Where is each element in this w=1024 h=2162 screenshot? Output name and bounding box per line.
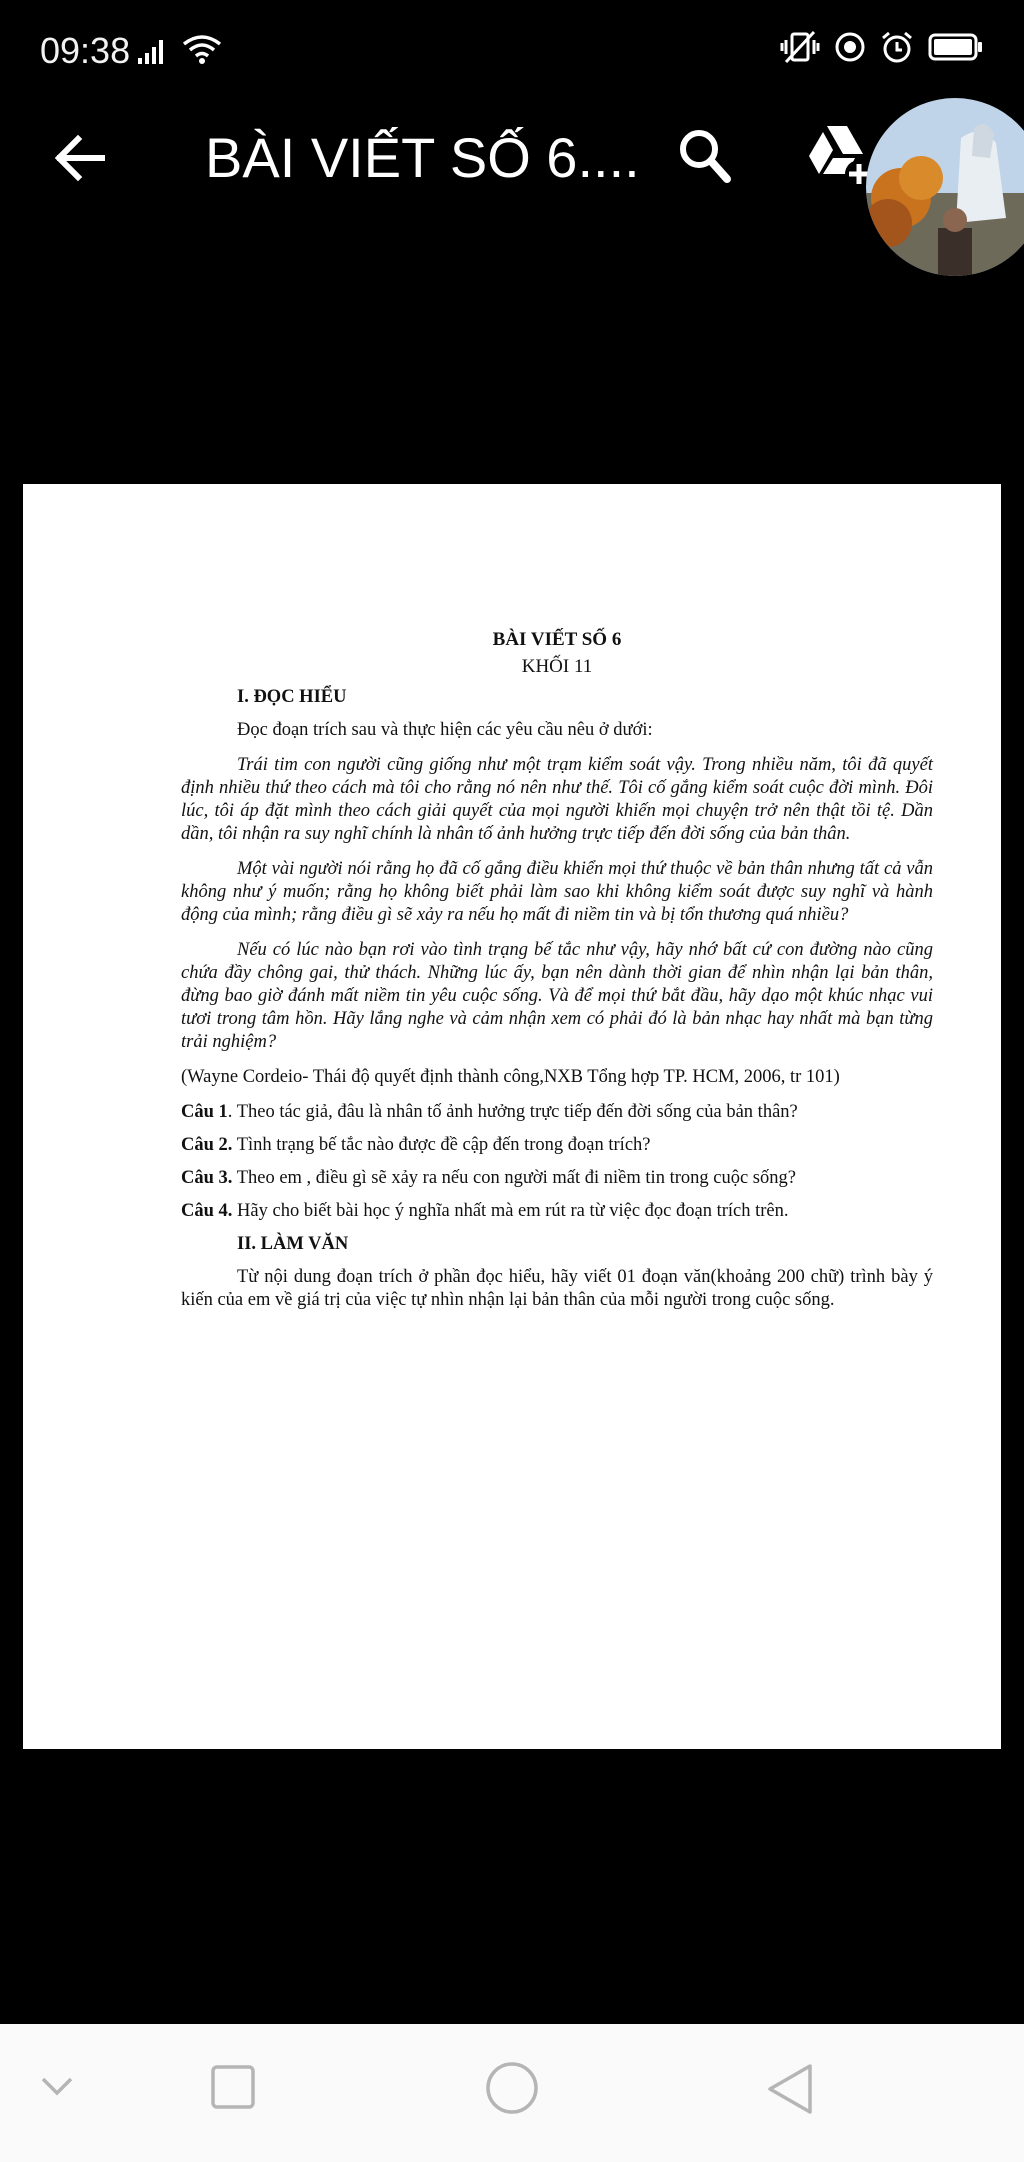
doc-paragraph: Trái tim con người cũng giống như một trạm kiểm soát vậy. Trong nhiều năm, tôi đã quyết định nhiều thứ theo cách mà tôi cho rằng nó nên như thế. Tôi cố gắng kiểm soát cuộc đời mình. Đôi lúc, tôi áp đặt mình theo cách giải quyết của mọi người khiến mọi chuyện trở nên thật tồi tệ. Dần dần, tôi nhận ra suy nghĩ chính là nhân tố ảnh hưởng trực tiếp đến đời sống của bản thân.	[181, 755, 933, 844]
back-button[interactable]	[50, 130, 110, 190]
question-text: . Theo tác giả, đâu là nhân tố ảnh hưởng trực tiếp đến đời sống của bản thân?	[227, 1102, 798, 1122]
doc-intro: Đọc đoạn trích sau và thực hiện các yêu cầu nêu ở dưới:	[237, 720, 653, 740]
document-page[interactable]	[23, 484, 1001, 1749]
search-button[interactable]	[675, 125, 735, 195]
question-label: Câu 2.	[181, 1135, 233, 1155]
doc-paragraph: Nếu có lúc nào bạn rơi vào tình trạng bế tắc như vậy, hãy nhớ bất cứ con đường nào cũng chứa đầy chông gai, thử thách. Những lúc ấy, bạn nên dành thời gian để nhìn nhận lại bản thân, đừng bao giờ đánh mất niềm tin yêu cuộc sống. Và để mọi thứ bắt đầu, hãy dạo một khúc nhạc vui tươi trong tâm hồn. Hãy lắng nghe và cảm nhận xem có phải đó là bản nhạc hay nhất mà bạn từng trải nghiệm?	[181, 940, 933, 1052]
add-to-drive-button[interactable]	[805, 120, 875, 190]
doc-question	[181, 1101, 933, 1124]
question-label: Câu 1	[181, 1102, 228, 1122]
signal-icon	[138, 38, 170, 69]
doc-source: (Wayne Cordeio- Thái độ quyết định thành công,NXB Tổng hợp TP. HCM, 2006, tr 101)	[181, 1067, 840, 1087]
doc-task: Từ nội dung đoạn trích ở phần đọc hiểu, hãy viết 01 đoạn văn(khoảng 200 chữ) trình bày ý kiến của em về giá trị của việc tự nhìn nhận lại bản thân của mỗi người trong cuộc sống.	[181, 1267, 933, 1310]
home-circle-icon[interactable]	[484, 2060, 540, 2121]
question-label: Câu 3.	[181, 1168, 233, 1188]
doc-paragraph: Một vài người nói rằng họ đã cố gắng điều khiển mọi thứ thuộc về bản thân nhưng tất cả vẫn không như ý muốn; rằng họ không biết phải làm sao khi không kiểm soát được suy nghĩ và hành động của mình; rằng điều gì sẽ xảy ra nếu họ mất đi niềm tin và bị tổn thương quá nhiều?	[181, 859, 933, 925]
alarm-icon	[880, 30, 914, 69]
question-label: Câu 4.	[181, 1201, 233, 1221]
sync-icon	[834, 31, 866, 68]
recents-square-icon[interactable]	[210, 2064, 256, 2115]
search-icon	[675, 176, 735, 193]
doc-question	[181, 1134, 933, 1157]
question-text: Theo em , điều gì sẽ xảy ra nếu con người mất đi niềm tin trong cuộc sống?	[232, 1168, 796, 1188]
status-time: 09:38	[40, 30, 131, 71]
question-text: Hãy cho biết bài học ý nghĩa nhất mà em rút ra từ việc đọc đoạn trích trên.	[232, 1201, 789, 1221]
question-text: Tình trạng bế tắc nào được đề cập đến trong đoạn trích?	[232, 1135, 651, 1155]
doc-subtitle: KHỐI 11	[521, 656, 593, 677]
document-title: BÀI VIẾT SỐ 6....	[205, 126, 640, 189]
doc-section-reading: I. ĐỌC HIỂU	[237, 687, 347, 707]
doc-title: BÀI VIẾT SỐ 6	[492, 629, 622, 650]
navigation-bar	[0, 2024, 1024, 2162]
chevron-down-icon[interactable]	[40, 2074, 74, 2103]
back-triangle-icon[interactable]	[766, 2062, 814, 2121]
wifi-icon	[182, 34, 222, 69]
back-arrow-icon	[54, 134, 106, 187]
vibrate-icon	[780, 30, 820, 69]
doc-question	[181, 1200, 933, 1223]
status-bar	[0, 0, 1024, 100]
doc-question	[181, 1167, 933, 1190]
document-body	[181, 624, 933, 1324]
doc-section-writing: II. LÀM VĂN	[237, 1234, 349, 1254]
battery-icon	[928, 32, 984, 67]
drive-add-icon	[805, 177, 875, 194]
